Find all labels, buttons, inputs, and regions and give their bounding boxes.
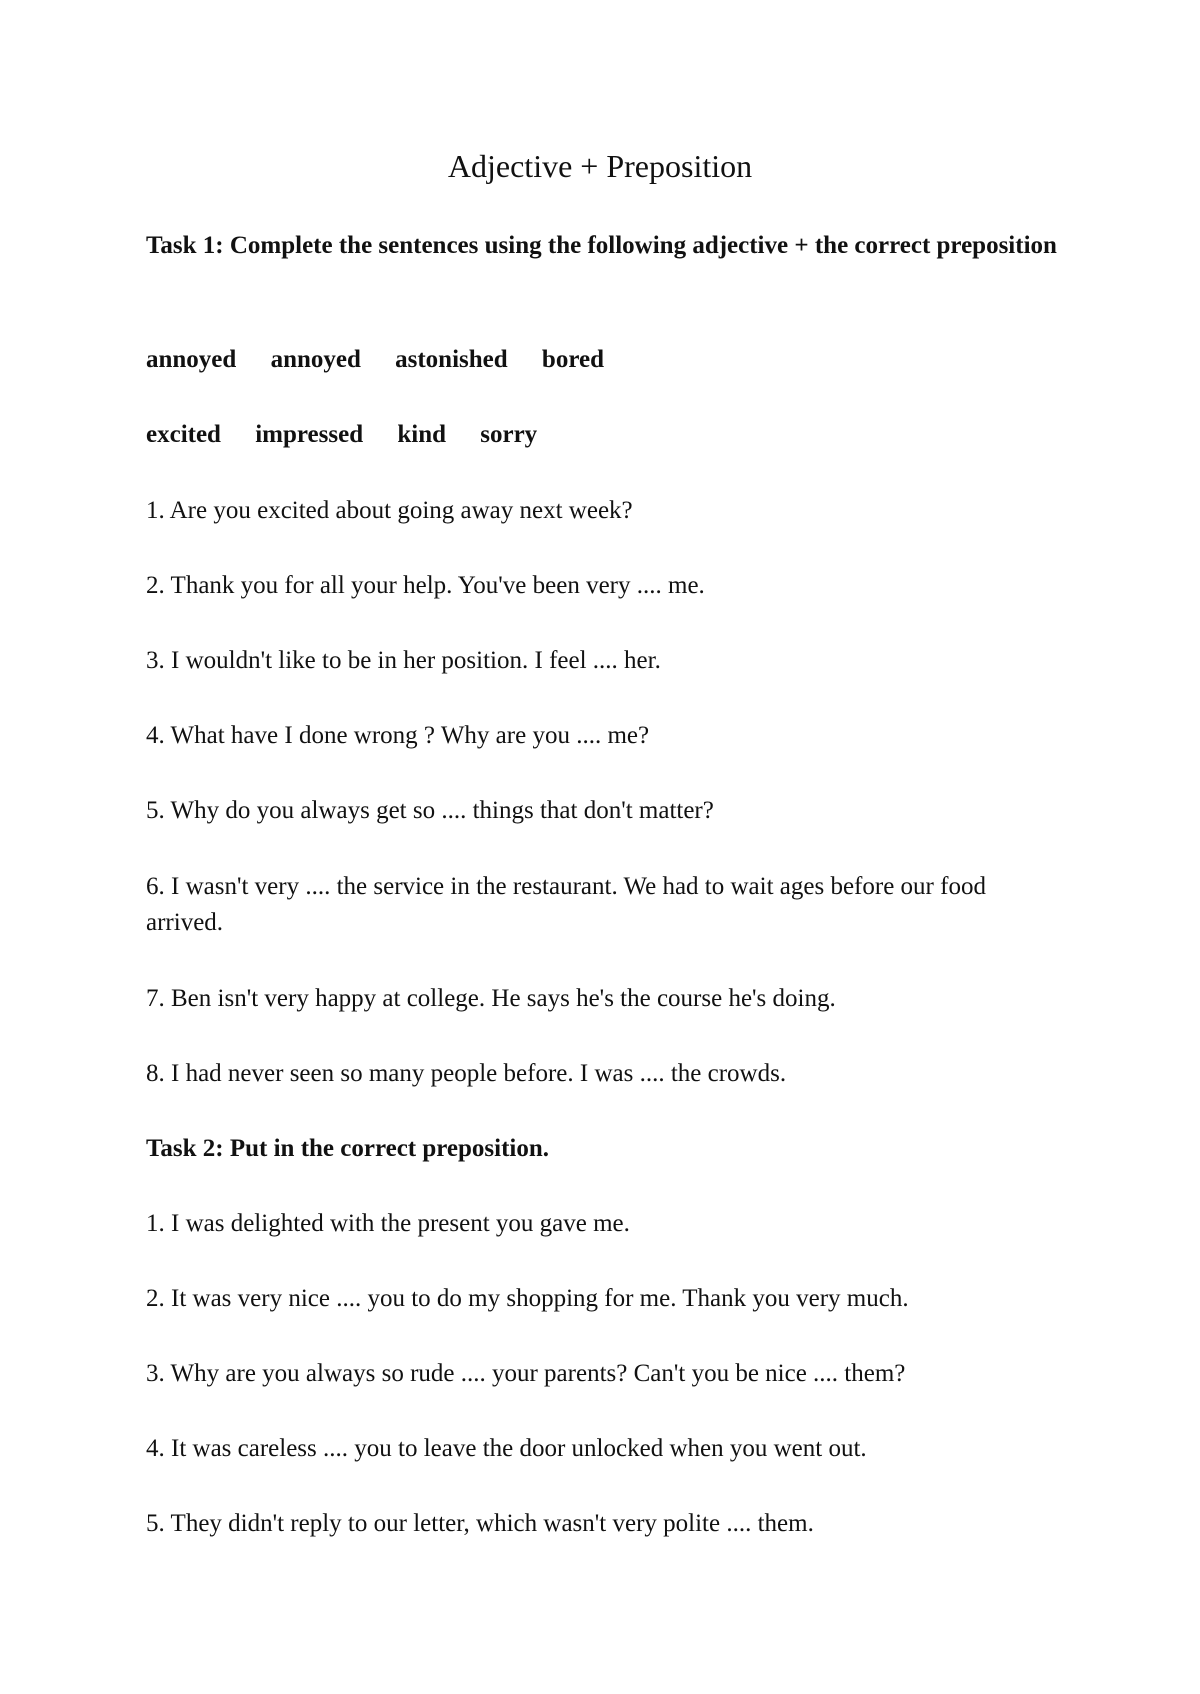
task2-heading: Task 2: Put in the correct preposition. bbox=[146, 1135, 550, 1162]
word-bank-item: sorry bbox=[480, 421, 538, 448]
word-bank-row-1 bbox=[146, 342, 632, 378]
page-title: Adjective + Preposition bbox=[447, 148, 753, 184]
task1-sentence-6: 6. I wasn't very .... the service in the restaurant. We had to wait ages before our food arrived. bbox=[146, 873, 986, 936]
word-bank-item: annoyed bbox=[146, 346, 237, 373]
word-bank-row-2 bbox=[146, 417, 565, 453]
word-bank-item: astonished bbox=[395, 346, 508, 373]
word-bank-item: excited bbox=[146, 421, 221, 448]
word-bank-item: annoyed bbox=[270, 346, 361, 373]
word-bank-item: kind bbox=[397, 421, 447, 448]
task1-sentence-3: 3. I wouldn't like to be in her position. I feel .... her. bbox=[146, 647, 661, 674]
task1-sentence-4: 4. What have I done wrong ? Why are you .... me? bbox=[146, 722, 650, 749]
task2-sentence-4: 4. It was careless .... you to leave the door unlocked when you went out. bbox=[146, 1435, 867, 1462]
task1-heading: Task 1: Complete the sentences using the following adjective + the correct preposition bbox=[146, 232, 1057, 259]
task1-sentence-8: 8. I had never seen so many people before. I was .... the crowds. bbox=[146, 1060, 787, 1087]
task2-sentence-2: 2. It was very nice .... you to do my shopping for me. Thank you very much. bbox=[146, 1285, 909, 1312]
task2-sentence-1: 1. I was delighted with the present you gave me. bbox=[146, 1210, 630, 1237]
task2-sentence-3: 3. Why are you always so rude .... your parents? Can't you be nice .... them? bbox=[146, 1360, 906, 1387]
task1-sentence-7: 7. Ben isn't very happy at college. He says he's the course he's doing. bbox=[146, 985, 836, 1012]
word-bank-item: bored bbox=[541, 346, 604, 373]
task1-sentence-5: 5. Why do you always get so .... things that don't matter? bbox=[146, 797, 714, 824]
task1-sentence-2: 2. Thank you for all your help. You've been very .... me. bbox=[146, 572, 705, 599]
task1-sentence-1: 1. Are you excited about going away next week? bbox=[146, 497, 633, 524]
word-bank-item: impressed bbox=[255, 421, 364, 448]
task2-sentence-5: 5. They didn't reply to our letter, which wasn't very polite .... them. bbox=[146, 1510, 814, 1537]
